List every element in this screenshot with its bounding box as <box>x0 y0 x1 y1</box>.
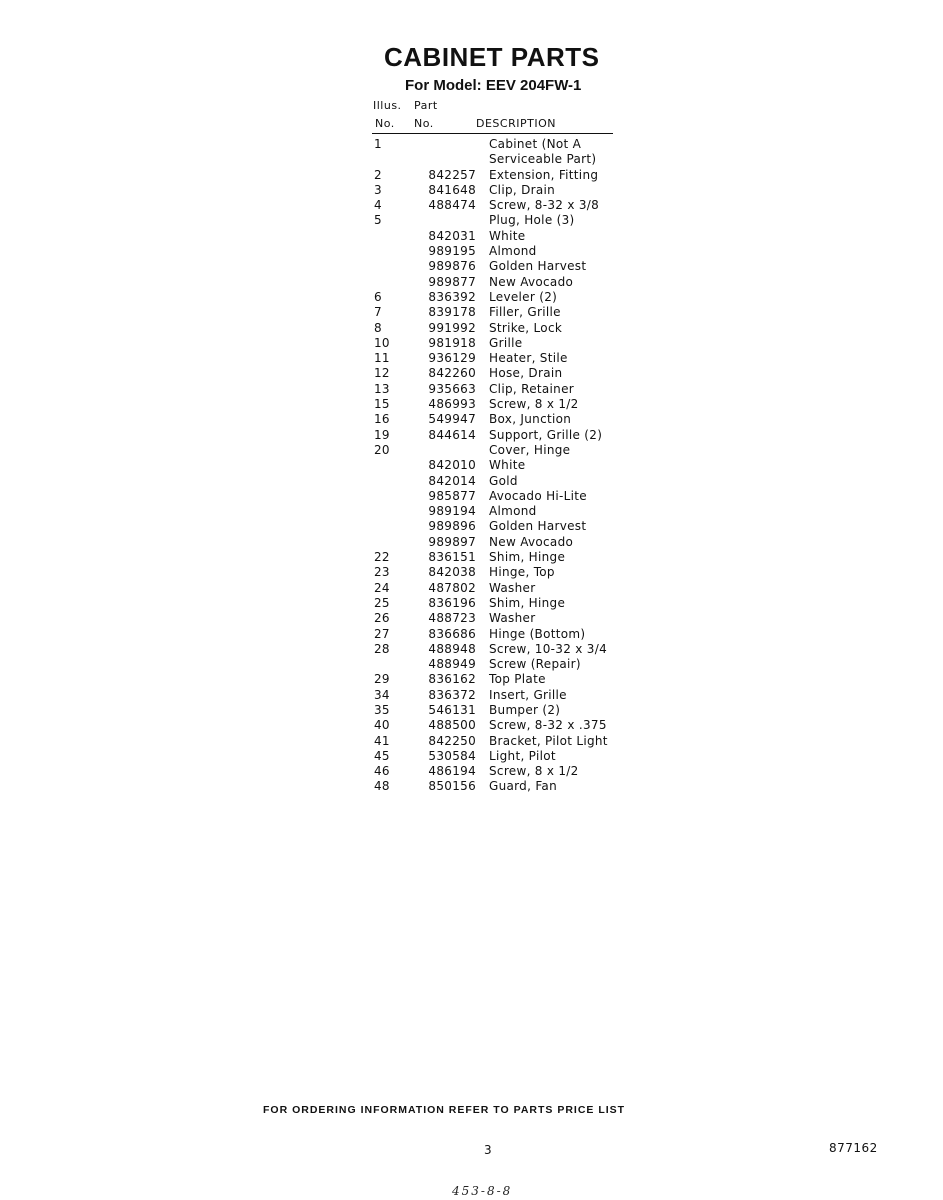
table-row <box>372 688 622 703</box>
part-number: 488500 <box>428 718 476 733</box>
part-description: Screw, 8 x 1/2 <box>489 397 579 412</box>
illus-number: 6 <box>374 289 382 304</box>
part-number: 546131 <box>428 702 476 717</box>
part-number: 842257 <box>428 167 476 182</box>
illus-number: 29 <box>374 672 390 687</box>
illus-number: 25 <box>374 595 390 610</box>
illus-number: 23 <box>374 565 390 580</box>
illus-number: 40 <box>374 718 390 733</box>
part-number: 488948 <box>428 641 476 656</box>
table-row <box>372 474 622 489</box>
part-number: 989195 <box>428 244 476 259</box>
part-description: Hose, Drain <box>489 366 563 381</box>
part-description: Golden Harvest <box>489 259 587 274</box>
part-description: Hinge (Bottom) <box>489 626 586 641</box>
part-description: Almond <box>489 504 537 519</box>
part-number: 842014 <box>428 473 476 488</box>
part-description: Leveler (2) <box>489 289 558 304</box>
part-description: Screw, 8-32 x .375 <box>489 718 607 733</box>
table-row <box>372 397 622 412</box>
part-description: Light, Pilot <box>489 748 556 763</box>
table-row <box>372 412 622 427</box>
illus-number: 22 <box>374 550 390 565</box>
part-number: 486194 <box>428 764 476 779</box>
part-description: Extension, Fitting <box>489 167 599 182</box>
illus-number: 10 <box>374 335 390 350</box>
part-description: Box, Junction <box>489 412 572 427</box>
table-row <box>372 443 622 458</box>
part-description: Grille <box>489 335 523 350</box>
part-number: 487802 <box>428 580 476 595</box>
part-description: Clip, Retainer <box>489 381 574 396</box>
part-description: Screw, 8 x 1/2 <box>489 764 579 779</box>
table-row <box>372 596 622 611</box>
table-row <box>372 749 622 764</box>
part-description: Support, Grille (2) <box>489 427 603 442</box>
illus-number: 1 <box>374 137 382 151</box>
part-description: New Avocado <box>489 534 574 549</box>
illus-number: 19 <box>374 427 390 442</box>
table-row <box>372 351 622 366</box>
table-row <box>372 611 622 626</box>
part-number: 989194 <box>428 504 476 519</box>
illus-number: 45 <box>374 748 390 763</box>
table-row <box>372 550 622 565</box>
part-description: Golden Harvest <box>489 519 587 534</box>
table-row <box>372 321 622 336</box>
table-row <box>372 642 622 657</box>
illus-number: 46 <box>374 764 390 779</box>
table-row <box>372 627 622 642</box>
table-row <box>372 703 622 718</box>
part-description: Plug, Hole (3) <box>489 213 575 228</box>
part-description: Serviceable Part) <box>489 152 597 167</box>
part-description: Screw, 8-32 x 3/8 <box>489 198 600 213</box>
table-row <box>372 489 622 504</box>
part-number: 842031 <box>428 228 476 243</box>
illus-number: 28 <box>374 641 390 656</box>
illus-number: 5 <box>374 213 382 228</box>
table-row <box>372 183 622 198</box>
part-description: Screw, 10-32 x 3/4 <box>489 641 608 656</box>
part-number: 842250 <box>428 733 476 748</box>
part-description: Shim, Hinge <box>489 550 566 565</box>
part-number: 488949 <box>428 657 476 672</box>
part-number: 936129 <box>428 351 476 366</box>
table-row <box>372 565 622 580</box>
page-number: 3 <box>484 1143 492 1157</box>
part-number: 488474 <box>428 198 476 213</box>
part-description: Avocado Hi-Lite <box>489 488 587 503</box>
illus-number: 8 <box>374 320 382 335</box>
part-number: 935663 <box>428 381 476 396</box>
table-row <box>372 213 622 228</box>
illus-number: 11 <box>374 351 390 366</box>
table-row <box>372 137 622 152</box>
part-number: 989896 <box>428 519 476 534</box>
table-row <box>372 366 622 381</box>
part-number: 981918 <box>428 335 476 350</box>
part-number: 549947 <box>428 412 476 427</box>
part-description: Heater, Stile <box>489 351 568 366</box>
part-number: 841648 <box>428 182 476 197</box>
parts-list <box>372 137 622 795</box>
document-number: 877162 <box>829 1141 878 1155</box>
table-row <box>372 428 622 443</box>
header-rule <box>372 133 613 134</box>
part-number: 836392 <box>428 289 476 304</box>
table-row <box>372 458 622 473</box>
table-row <box>372 229 622 244</box>
header-part: Part <box>414 99 438 112</box>
part-number: 842010 <box>428 458 476 473</box>
table-row <box>372 244 622 259</box>
illus-number: 13 <box>374 381 390 396</box>
illus-number: 15 <box>374 397 390 412</box>
table-row <box>372 275 622 290</box>
table-row <box>372 259 622 274</box>
table-row <box>372 764 622 779</box>
table-row <box>372 734 622 749</box>
header-description: DESCRIPTION <box>476 117 556 130</box>
part-description: Top Plate <box>489 672 546 687</box>
part-number: 488723 <box>428 611 476 626</box>
table-row <box>372 718 622 733</box>
model-subtitle: For Model: EEV 204FW-1 <box>405 77 582 94</box>
table-row <box>372 657 622 672</box>
part-number: 844614 <box>428 427 476 442</box>
part-description: Guard, Fan <box>489 779 557 794</box>
part-number: 836686 <box>428 626 476 641</box>
illus-number: 27 <box>374 626 390 641</box>
illus-number: 20 <box>374 442 390 457</box>
part-description: Cabinet (Not A <box>489 137 582 151</box>
part-number: 991992 <box>428 320 476 335</box>
illus-number: 35 <box>374 702 390 717</box>
illus-number: 4 <box>374 198 382 213</box>
illus-number: 48 <box>374 779 390 794</box>
table-row <box>372 535 622 550</box>
part-description: White <box>489 228 526 243</box>
part-description: Screw (Repair) <box>489 657 581 672</box>
table-row <box>372 382 622 397</box>
part-number: 842038 <box>428 565 476 580</box>
header-illus: Illus. <box>373 99 402 112</box>
part-description: Bracket, Pilot Light <box>489 733 608 748</box>
header-part-no: No. <box>414 117 434 130</box>
part-number: 839178 <box>428 305 476 320</box>
part-number: 836196 <box>428 595 476 610</box>
part-description: Strike, Lock <box>489 320 563 335</box>
part-number: 486993 <box>428 397 476 412</box>
table-row <box>372 152 622 167</box>
illus-number: 34 <box>374 687 390 702</box>
table-row <box>372 504 622 519</box>
part-description: Filler, Grille <box>489 305 561 320</box>
part-number: 850156 <box>428 779 476 794</box>
part-number: 836151 <box>428 550 476 565</box>
part-description: Insert, Grille <box>489 687 567 702</box>
table-row <box>372 672 622 687</box>
part-number: 989876 <box>428 259 476 274</box>
illus-number: 3 <box>374 182 382 197</box>
part-number: 530584 <box>428 748 476 763</box>
part-description: Shim, Hinge <box>489 595 566 610</box>
part-description: Almond <box>489 244 537 259</box>
part-number: 836372 <box>428 687 476 702</box>
illus-number: 26 <box>374 611 390 626</box>
table-row <box>372 290 622 305</box>
part-description: Washer <box>489 611 536 626</box>
header-illus-no: No. <box>375 117 395 130</box>
part-number: 836162 <box>428 672 476 687</box>
table-row <box>372 779 622 794</box>
table-row <box>372 198 622 213</box>
illus-number: 16 <box>374 412 390 427</box>
illus-number: 41 <box>374 733 390 748</box>
part-number: 842260 <box>428 366 476 381</box>
table-row <box>372 305 622 320</box>
part-description: Gold <box>489 473 518 488</box>
table-row <box>372 581 622 596</box>
part-description: Clip, Drain <box>489 182 556 197</box>
part-number: 985877 <box>428 488 476 503</box>
ordering-note: FOR ORDERING INFORMATION REFER TO PARTS PRICE LIST <box>263 1104 626 1116</box>
table-row <box>372 168 622 183</box>
part-description: Hinge, Top <box>489 565 555 580</box>
table-row <box>372 336 622 351</box>
part-number: 989877 <box>428 274 476 289</box>
page-title: CABINET PARTS <box>384 42 600 72</box>
part-number: 989897 <box>428 534 476 549</box>
part-description: New Avocado <box>489 274 574 289</box>
table-row <box>372 519 622 534</box>
illus-number: 12 <box>374 366 390 381</box>
part-description: Bumper (2) <box>489 702 561 717</box>
illus-number: 24 <box>374 580 390 595</box>
illus-number: 2 <box>374 167 382 182</box>
part-description: Washer <box>489 580 536 595</box>
illus-number: 7 <box>374 305 382 320</box>
handwritten-note: 453-8-8 <box>452 1184 513 1198</box>
part-description: Cover, Hinge <box>489 442 571 457</box>
part-description: White <box>489 458 526 473</box>
